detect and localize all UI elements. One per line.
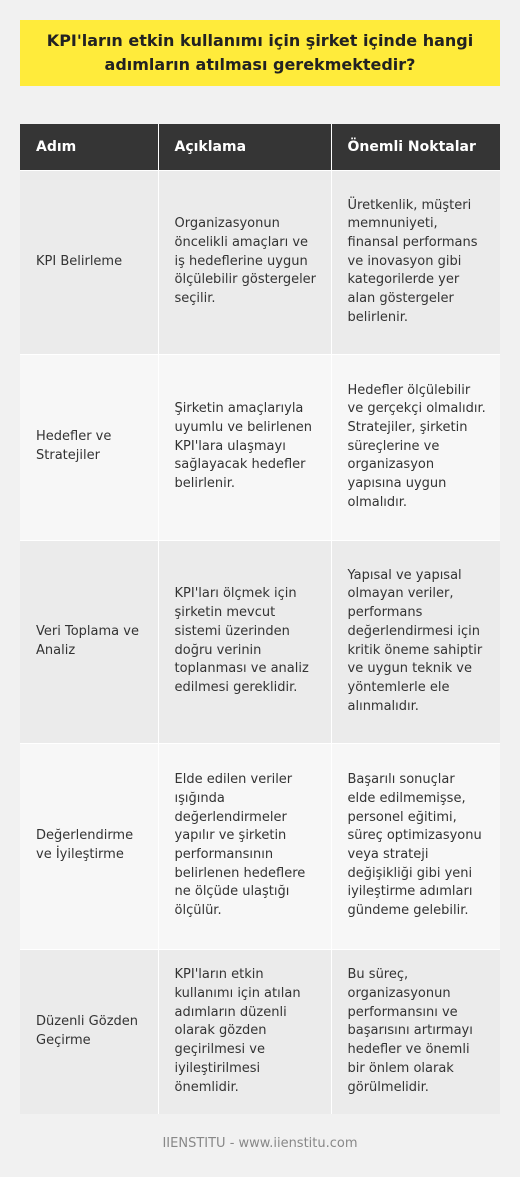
cell-description: Organizasyonun öncelikli amaçları ve iş hedeflerine uygun ölçülebilir göstergeler seçilir. — [158, 170, 331, 354]
column-header-notes: Önemli Noktalar — [331, 124, 500, 170]
column-header-step: Adım — [20, 124, 158, 170]
cell-step: Hedefler ve Stratejiler — [20, 354, 158, 540]
cell-step: Değerlendirme ve İyileştirme — [20, 743, 158, 949]
table-header-row — [20, 124, 500, 170]
title-banner — [20, 20, 500, 86]
column-header-description: Açıklama — [158, 124, 331, 170]
table-row — [20, 540, 500, 743]
table-row — [20, 743, 500, 949]
cell-step: Veri Toplama ve Analiz — [20, 540, 158, 743]
table-row — [20, 949, 500, 1114]
cell-description: Şirketin amaçlarıyla uyumlu ve belirlenen KPI'lara ulaşmayı sağlayacak hedefler belirlenir. — [158, 354, 331, 540]
cell-description: Elde edilen veriler ışığında değerlendirmeler yapılır ve şirketin performansının belirlenen hedeflere ne ölçüde ulaştığı ölçülür. — [158, 743, 331, 949]
cell-notes: Üretkenlik, müşteri memnuniyeti, finansal performans ve inovasyon gibi kategorilerde yer alan göstergeler belirlenir. — [331, 170, 500, 354]
table-row — [20, 354, 500, 540]
table-row — [20, 170, 500, 354]
cell-notes: Yapısal ve yapısal olmayan veriler, performans değerlendirmesi için kritik öneme sahiptir ve uygun teknik ve yöntemlerle ele alınmalıdır. — [331, 540, 500, 743]
cell-description: KPI'ların etkin kullanımı için atılan adımların düzenli olarak gözden geçirilmesi ve iyileştirilmesi önemlidir. — [158, 949, 331, 1114]
cell-step: KPI Belirleme — [20, 170, 158, 354]
cell-description: KPI'ları ölçmek için şirketin mevcut sistemi üzerinden doğru verinin toplanması ve analiz edilmesi gereklidir. — [158, 540, 331, 743]
kpi-steps-table — [20, 124, 500, 1114]
cell-step: Düzenli Gözden Geçirme — [20, 949, 158, 1114]
cell-notes: Bu süreç, organizasyonun performansını ve başarısını artırmayı hedefler ve önemli bir önlem olarak görülmelidir. — [331, 949, 500, 1114]
cell-notes: Başarılı sonuçlar elde edilmemişse, personel eğitimi, süreç optimizasyonu veya strateji değişikliği gibi yeni iyileştirme adımları gündeme gelebilir. — [331, 743, 500, 949]
page-title: KPI'ların etkin kullanımı için şirket içinde hangi adımların atılması gerekmektedir? — [46, 31, 474, 74]
footer-credit: IIENSTITU - www.iienstitu.com — [162, 1136, 358, 1151]
cell-notes: Hedefler ölçülebilir ve gerçekçi olmalıdır. Stratejiler, şirketin süreçlerine ve organizasyon yapısına uygun olmalıdır. — [331, 354, 500, 540]
